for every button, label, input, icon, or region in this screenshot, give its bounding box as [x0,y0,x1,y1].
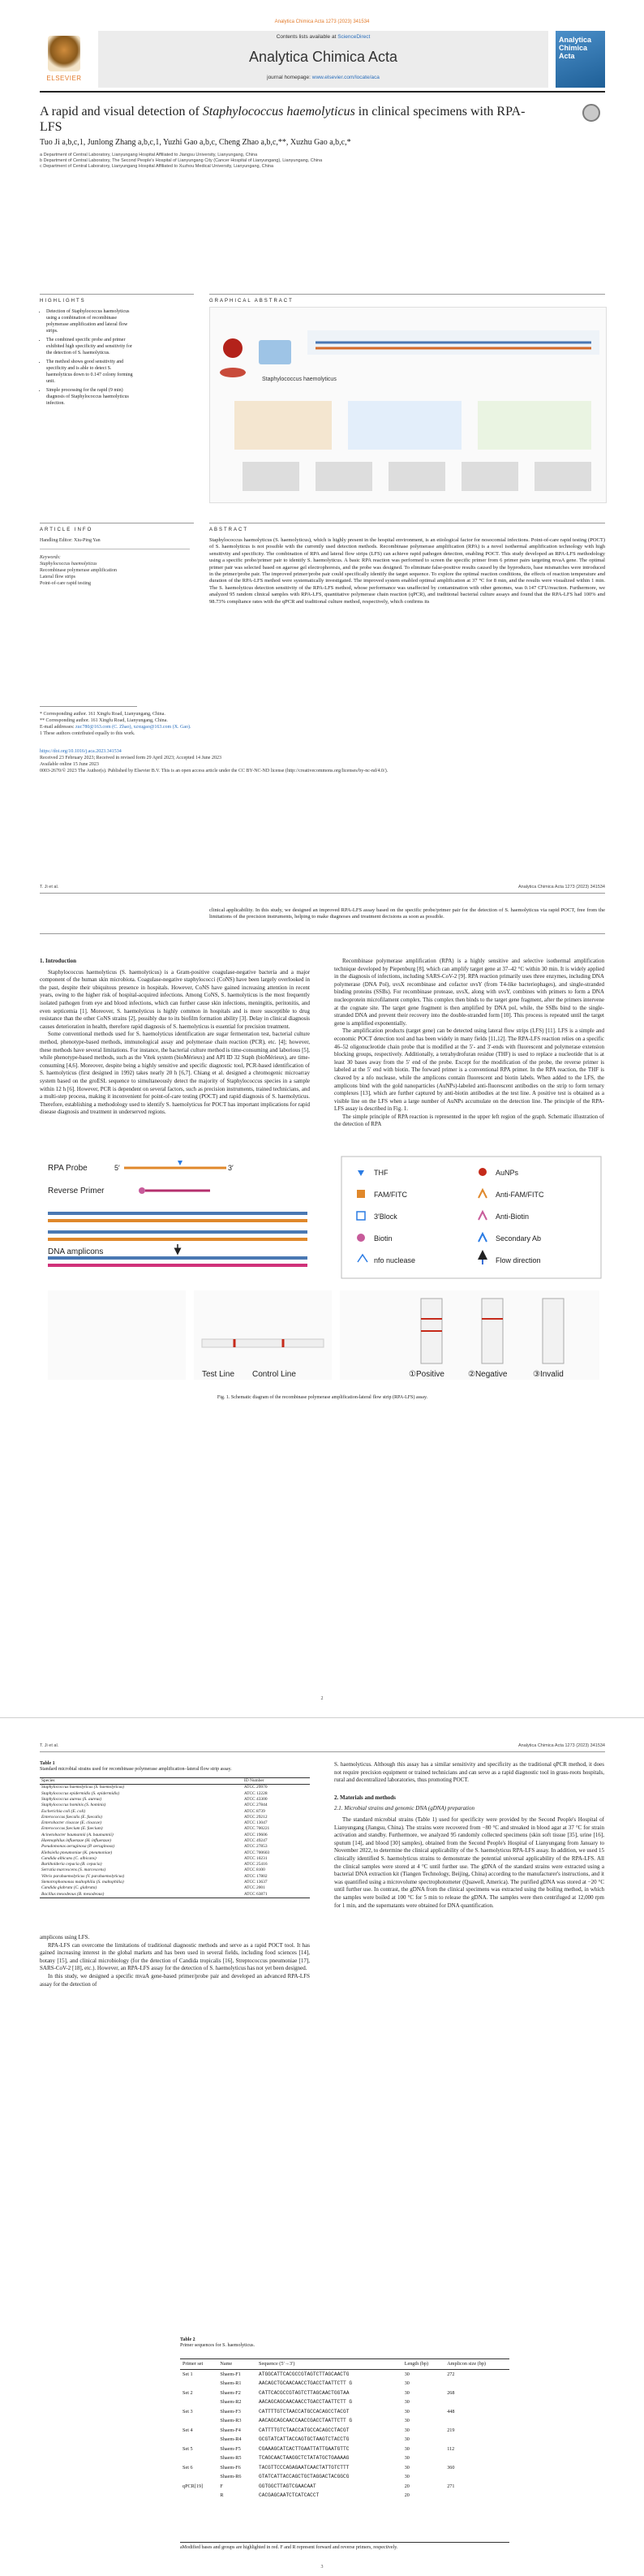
table-2-header: Name [220,2361,233,2367]
running-header-rule [40,893,605,894]
sequence-cell: GGTGGCTTAGTCGAACAAT [259,2483,316,2489]
invalid-label: ③Invalid [533,1370,564,1379]
table-row [180,2435,509,2445]
table-row [40,1891,310,1898]
amplicon-size-cell: 112 [447,2445,455,2452]
table-1-body [40,1785,310,1898]
contents-prefix: Contents lists available at [276,34,338,40]
table-2-header: Primer set [182,2361,204,2367]
homepage-prefix: journal homepage: [267,75,312,80]
rpa-lfs-schematic [40,1152,605,1388]
table-row [40,1880,310,1885]
sequence-cell: GCGTATCATTACCAGTGCTAAGTCTACCTG [259,2436,350,2442]
table-row [180,2445,509,2454]
primer-name-cell: Shaem-F1 [220,2371,241,2377]
intro-paragraph: Recombinase polymerase amplification (RPA) is a highly sensitive and selective isothermal amplification technique developed by Piepenburg [8], which can amplify target gene at 37–42 °C within 30 min. It is widely applied in the diagnosis of infections, including SARS-CoV-2 [9]. RPA reaction primarily uses three enzymes, including DNA polymerase (DNA Pol), uvsX recombinase and cofactor uvsY (from T4-like bacteriophages), and single-stranded binding proteins (SSBs). For recombinase protease, uvsX, along with uvsY, combines with primers to form a DNA nucleoprotein microfilament complex. This complex then binds to the target gene fragment, after the primers intervene at the cognate site. The target gene fragment is then amplified by DNA pol, while, the SSBs bind to the single-stranded DNA and prevent their recovery into the double-stranded form [10]. This process is repeated until the target gene is amplified exponentially. [334,958,604,1027]
positive-label: ①Positive [409,1370,444,1379]
species-cell: Staphylococcus epidermidis (S. epidermidis) [41,1790,120,1796]
primer-name-cell: Shaem-F2 [220,2389,241,2396]
primer-name-cell: F [220,2483,223,2489]
id-number-cell: ATCC 63871 [243,1891,268,1897]
species-cell: Bacillus mesodeous (B. mesodeous) [41,1891,105,1897]
id-number-cell: ATCC 13047 [243,1820,268,1826]
figure-1 [40,1152,605,1388]
affiliation-a: a Department of Central Laboratory, Lianyungang Hospital Affiliated to Jiangsu University, Lianyungang, China [40,153,258,157]
table-row [40,1808,310,1814]
amplicon-size-cell: 219 [447,2427,455,2433]
table-row [40,1815,310,1820]
length-cell: 30 [404,2445,410,2452]
intro-heading: 1. Introduction [40,958,76,964]
table-row [40,1826,310,1832]
journal-banner [98,31,548,88]
id-number-cell: ATCC 49247 [243,1838,268,1843]
table-2-note: aModified bases and groups are highlighted in red. F and R represent forward and reverse primers, respectively. [180,2542,509,2552]
title-part-1: A rapid and visual detection of [40,105,203,118]
footnotes [40,711,605,737]
primer-name-cell: Shaem-R5 [220,2455,242,2461]
primer-set-cell [180,2491,217,2501]
footnote-corresponding-2: ** Corresponding author. 161 Xingfu Road, Lianyungang, China. [40,718,168,723]
id-number-cell: ATCC 29212 [243,1814,268,1820]
legend-aunps: AuNPs [496,1169,519,1177]
species-cell: Serratia marcescens (S. marcescens) [41,1867,106,1873]
table-row [40,1838,310,1844]
primer-set-cell: Set 5 [182,2445,193,2452]
highlights-list [40,308,135,409]
figure-1-caption: Fig. 1. Schematic diagram of the recombinase polymerase amplification-lateral flow strip (RPA-LFS) assay. [217,1395,428,1400]
species-cell: Pseudomonas aeruginosa (P. aeruginosa) [41,1844,115,1850]
biotin-icon [139,1187,145,1194]
doi-link[interactable]: https://doi.org/10.1016/j.aca.2023.341534 [40,749,122,754]
running-author: T. Ji et al. [40,885,59,890]
intro-paragraph: Staphylococcus haemolyticus (S. haemolyticus) is a Gram-positive coagulase-negative bacteria and a major component of the human skin microbiota. Coagulase-negative staphylococci (CoNS) have been largely overlooked in the past, despite their ubiquitous presence in hospitals. However, CoNS have gained increasing attention in recent years, owing to the higher risk of hospital-acquired infections. Among CoNS, S. haemolyticus is the most frequently isolated pathogen from eye and blood infections, which can further cause skin infections, meningitis, peritonitis, and even septicemia [1]. Moreover, S. haemolyticus is highly common in hospitals and is more susceptible to drug resistance than the other CoNS strains [2], possibly due to its biofilm formation ability [3]. Delay in clinical diagnosis causes deterioration in health, therefore rapid diagnosis of S. haemolyticus is essential for precision treatment. [40,968,310,1030]
table-row [40,1874,310,1880]
table-row [40,1867,310,1873]
table-1-header: Species [41,1778,55,1784]
emails-prefix: E-mail addresses: [40,725,75,730]
table-row [180,2416,509,2426]
footnote-emails [40,724,605,730]
dna-amplicons-label: DNA amplicons [48,1247,104,1256]
license-text: 0003-2670/© 2023 The Author(s). Published by Elsevier B.V. This is an open access article under the CC BY-NC-ND license (http://creativecommons.org/licenses/by-nc-nd/4.0/). [40,769,389,773]
legend-nfo: nfo nuclease [374,1256,416,1264]
publisher-name: ELSEVIER [46,75,82,82]
table-row [180,2472,509,2482]
species-cell: Candida albicans (C. albicans) [41,1855,97,1861]
primer-name-cell: Shaem-R4 [220,2436,242,2442]
primer-set-cell: Set 3 [182,2408,193,2414]
sequence-cell: AACAGCAGCAACCAACCGACCTAATTCTT G [259,2418,353,2423]
methods-subheading: 2.1. Microbial strains and genomic DNA (gDNA) preparation [334,1805,474,1812]
sequence-cell: GTATCATTACCAGCTGCTAGGACTACGGCG [259,2474,350,2479]
table-row [180,2453,509,2463]
species-cell: Acinetobacter baumannii (A. baumannii) [41,1832,114,1837]
check-for-updates-icon[interactable] [582,104,600,122]
journal-cover: Analytica Chimica Acta [556,31,605,88]
primer-name-cell: Shaem-F6 [220,2464,241,2470]
table-1-title: Table 1 [40,1761,55,1766]
highlight-item: • The method shows good sensitivity and specificity and is able to detect S. haemolyticus down to 0.147 colony forming unit. [46,359,135,385]
highlights-rule [40,294,194,295]
footnote-rule [40,706,137,707]
footnote-corresponding-1: * Corresponding author. 161 Xingfu Road, Lianyungang, China. [40,712,165,717]
journal-title: Analytica Chimica Acta [248,49,398,65]
control-line-label: Control Line [252,1370,296,1379]
legend-secondary-ab: Secondary Ab [496,1234,542,1243]
length-cell: 30 [404,2408,410,2414]
table-2-title: Table 2 [180,2337,195,2342]
journal-header [40,31,605,88]
footnote-equal-contribution: 1 These authors contributed equally to this work. [40,731,135,736]
id-number-cell: ATCC 10231 [243,1855,268,1861]
amplicon-size-cell [444,2416,509,2426]
highlight-item: • Simple processing for the rapid (9 min) diagnosis of Staphylococcus haemolyticus infection. [46,387,135,407]
test-line-label: Test Line [202,1370,235,1379]
table-row [180,2463,509,2473]
sequence-cell: CGAAAGCATCACTTGAATTATTGAATGTTC [259,2445,350,2452]
sequence-cell: AACAGCTGCAACAACCTGACCTAATTCTT G [259,2380,353,2386]
graphical-abstract-rule [209,294,605,295]
species-cell: Staphylococcus haemolyticus (S. haemolyticus) [41,1785,125,1790]
running-author: T. Ji et al. [40,1743,59,1748]
legend-biotin: Biotin [374,1234,393,1243]
five-prime-label: 5′ [114,1164,120,1172]
highlights-heading: HIGHLIGHTS [40,299,86,304]
page3-column-right [334,1761,604,1910]
length-cell: 30 [404,2389,410,2396]
species-cell: Klebsiella pneumoniae (K. pneumoniae) [41,1850,113,1855]
id-number-cell: ATCC 43300 [243,1797,268,1803]
graphical-abstract-heading: GRAPHICAL ABSTRACT [209,299,294,304]
legend-aunps-icon [479,1168,487,1176]
length-cell: 30 [404,2474,410,2479]
sequence-cell: AACAGCAGCAACAACCTGACCTAATTCTT G [259,2399,353,2405]
id-number-cell: ATCC 8739 [243,1808,265,1814]
journal-homepage [98,75,548,80]
affiliation-c: c Department of Central Laboratory, Lianyungang Hospital Affiliated to Xuzhou Medical University, Lianyungang, China [40,164,274,169]
keyword: Lateral flow strips [40,575,75,579]
table-2-body [180,2369,509,2501]
legend-thf: THF [374,1169,389,1177]
table-row [40,1850,310,1855]
running-header [40,1743,605,1748]
rpa-probe-label: RPA Probe [48,1164,88,1173]
body-paragraph: RPA-LFS can overcome the limitations of traditional diagnostic methods and serve as a rapid POCT tool. It has gained increasing interest in the global markets and has been used in several fields, including food sciences [14], botany [15], and clinical microbiology (for the detection of Candida tropicalis [16], Streptococcus pneumoniae [17], SARS-CoV-2 [18], etc.). However, an RPA-LFS assay for the detection of S. haemolyticus has not yet been designed. [40,1941,310,1972]
running-journal: Analytica Chimica Acta 1273 (2023) 341534 [517,1743,605,1748]
table-row [180,2426,509,2436]
amplicon-size-cell [444,2379,509,2389]
page-number-2: 2 [320,1696,324,1701]
table-row [180,2491,509,2501]
length-cell: 30 [404,2380,410,2386]
table-row [40,1791,310,1797]
length-cell: 20 [404,2483,410,2489]
author-list: Tuo Ji a,b,c,1, Junlong Zhang a,b,c,1, Yuzhi Gao a,b,c, Cheng Zhao a,b,c,**, Xuzhu Gao a,b,c,* [40,138,351,147]
intro-paragraph: The simple principle of RPA reaction is represented in the upper left region of the graph. Schematic illustration of the detection of RPA [334,1113,604,1128]
thf-marker-icon [178,1161,182,1165]
affiliation-b: b Department of Central Laboratory, The Second People's Hospital of Lianyungang City (Cancer Hospital of Lianyungang), Lianyungang, China [40,158,323,163]
highlight-item: • Detection of Staphylococcus haemolyticus using a combination of recombinase polymerase amplification and lateral flow strips. [46,308,135,334]
primer-set-cell [180,2416,217,2426]
length-cell: 30 [404,2436,410,2442]
article-meta [40,748,605,774]
graphical-abstract-illustration [210,308,606,502]
journal-reference[interactable]: Analytica Chimica Acta 1273 (2023) 341534 [274,19,370,24]
received-dates: Received 23 February 2023; Received in revised form 29 April 2023; Accepted 14 June 2023 [40,756,221,760]
table-row [180,2379,509,2389]
sequence-cell: ATGGCATTCACGCCGTAGTCTTAGCAACTG [259,2371,350,2377]
id-number-cell: ATCC 29970 [243,1785,268,1790]
species-cell: Burkholderia cepacia (B. cepacia) [41,1862,102,1867]
id-number-cell: ATCC 12228 [243,1790,268,1796]
species-cell: Staphylococcus aureus (S. aureus) [41,1797,102,1803]
page3-column-left [40,1934,310,1988]
table-2 [180,2358,509,2501]
length-cell: 20 [404,2492,410,2498]
id-number-cell: ATCC 17802 [243,1873,268,1879]
amplicon-size-cell: 271 [447,2483,455,2489]
amplicon-size-cell [444,2472,509,2482]
sequence-cell: CACGAGCAATCTCATCACCT [259,2492,320,2498]
legend-biotin-icon [357,1234,365,1242]
legend-fam-icon [357,1190,365,1198]
table-row [40,1833,310,1838]
methods-heading: 2. Materials and methods [334,1794,396,1801]
keyword: Staphylococcus haemolyticus [40,562,97,566]
table-row [40,1803,310,1808]
sequence-cell: CATTTTGTCTAACCATGCCACAGCCTACGT [259,2427,350,2433]
table-2-header: Amplicon size (bp) [447,2361,486,2367]
highlight-item: • The combined specific probe and primer exhibited high specificity and sensitivity for the detection of S. haemolyticus. [46,337,135,356]
length-cell: 30 [404,2455,410,2461]
keyword: Point-of-care rapid testing [40,581,91,586]
table-1 [40,1777,310,1898]
species-cell: Vibrio parahaemolyticus (V. parahaemolyticus) [41,1873,125,1879]
length-cell: 30 [404,2371,410,2377]
legend-flow: Flow direction [496,1256,541,1264]
body-paragraph: amplicons using LFS. [40,1934,90,1941]
amplicon-size-cell [444,2435,509,2445]
keyword: Recombinase polymerase amplification [40,568,117,573]
table-row [180,2369,509,2379]
table-2-header: Sequence (5′→3′) [259,2361,295,2367]
abstract-text: Staphylococcus haemolyticus (S. haemolyticus), which is highly present in the hospital environment, is an etiological factor for nosocomial infections. Point-of-care rapid testing (POCT) of S. haemolyticus is not possible with the currently used detection methods. Recombinase polymerase amplification (RPA) is a novel isothermal amplification technology with high sensitivity and specificity. The combination of RPA and lateral flow strips (LFS) can achieve rapid pathogen detection, enabling POCT. This study developed an RPA-LFS methodology using a specific probe/primer pair to identify S. haemolyticus. A basic RPA reaction was performed to screen the specific primer from 6 primer pairs targeting mvaA gene. The optimal primer pair was selected based on agarose gel electrophoresis, and the probe was designed. To eliminate false-positive results caused by the byproducts, base mismatches were introduced in the primer/probe pair. The improved primer/probe pair could specifically identify the target sequence. To explore the optimal reaction conditions, the effects of reaction temperature and duration of the RPA-LFS method were systematically investigated. The improved system enabled optimal amplification at 37 °C for 8 min, and the results were visualized within 1 min. The S. haemolyticus detection sensitivity of the RPA-LFS method, whose performance was unaffected by contamination with other genomes, was 0.147 CFU/reaction. Furthermore, we analyzed 95 random clinical samples with RPA-LFS, quantitative polymerase chain reaction (qPCR), and traditional bacterial culture assays and found that the RPA-LFS had 100% and 98.73% compliance rates with the qPCR and traditional culture method, respectively, which confirms its [209,537,605,605]
primer-name-cell: Shaem-F3 [220,2408,241,2414]
intro-paragraph: Some conventional methods used for S. haemolyticus identification are sugar fermentation test, bacterial culture method, phenotype-based methods, immunological assay and polymerase chain reaction (PCR), etc. [4]; however, these methods have several limitations. For instance, the bacterial culture method is time-consuming and laborious [5], while phenotype-based methods, such as the Vitek system (bioMérieux) and API ID 32 Staph (bioMérieux), are time-consuming [4,6]. Moreover, despite being a highly sensitive and specific diagnostic tool, PCR-based identification of S. haemolyticus (first designed in 1992) takes nearly 20 h [6,7]. Chiang et al. designed a chromogenic microarray system based on the groESL sequence to simultaneously detect the majority of Staphylococcus species in a sample within 12 h [6]. However, PCR is dependent on several factors, such as precision instruments, trained technicians, and a multi-step process, making it inconvenient for point-of-care testing (POCT) and rapid diagnosis of S. haemolyticus. Therefore, establishing a methodology used to identify S. haemolyticus for POCT has important implications for rapid disease diagnosis and treatment in underserved regions. [40,1031,310,1116]
table-row [180,2407,509,2417]
table-row [180,2397,509,2407]
table-row [40,1785,310,1791]
primer-set-cell: qPCR[19] [182,2483,204,2489]
intro-column-left [40,958,310,1117]
table-row [40,1885,310,1891]
email-links[interactable]: zuc780@163.com (C. Zhao), xzxugao@163.com (X. Gao). [75,725,191,730]
id-number-cell: ATCC 27844 [243,1803,268,1808]
sequence-cell: CATTTTGTCTAACCATGCCACAGCCTACGT [259,2408,350,2414]
available-online: Available online 15 June 2023 [40,762,99,767]
table-row [180,2482,509,2492]
article-info-heading: ARTICLE INFO [40,528,93,532]
id-number-cell: ATCC 19606 [243,1832,268,1837]
table-row [180,2389,509,2398]
amplicon-size-cell [444,2453,509,2463]
primer-name-cell: Shaem-R6 [220,2474,242,2479]
title-species: Staphylococcus haemolyticus [202,105,355,118]
elsevier-tree-icon [48,36,80,71]
length-cell: 30 [404,2399,410,2405]
header-rule [40,91,605,93]
species-cell: Enterococcus faecalis (E. faecalis) [41,1814,102,1820]
amplicon-size-cell: 268 [447,2389,455,2396]
title-part-2: in clinical specimens with RPA-LFS [40,105,526,134]
species-cell: Haemophilus influenzae (H. influenzae) [41,1838,111,1843]
id-number-cell: ATCC 25416 [243,1862,268,1867]
table-1-description: Standard microbial strains used for recombinase polymerase amplification–lateral flow strip assay. [40,1767,232,1772]
body-paragraph: In this study, we designed a specific mvaA gene-based primer/probe pair and developed an advanced RPA-LFS assay for the detection of [40,1972,310,1988]
negative-label: ②Negative [468,1370,508,1379]
length-cell: 30 [404,2427,410,2433]
id-number-cell: ATCC 2001 [243,1885,265,1891]
intro-column-right [334,958,604,1129]
article-info [40,537,190,587]
ga-species-label: Staphylococcus haemolyticus [262,377,337,382]
keywords-heading: Keywords: [40,555,61,560]
species-cell: Staphylococcus hominis (S. hominis) [41,1803,106,1808]
species-cell: Enterococcus faecium (E. faecium) [41,1826,103,1832]
length-cell: 30 [404,2464,410,2470]
primer-set-cell: Set 1 [182,2371,193,2377]
primer-set-cell: Set 4 [182,2427,193,2433]
table-2-caption [180,2337,509,2349]
sequence-cell: TCAGCAACTAAGGCTCTATATGCTGAAAAG [259,2455,350,2461]
primer-set-cell: Set 2 [182,2389,193,2396]
elsevier-logo [40,31,88,88]
species-cell: Escherichia coli (E. coli) [41,1808,86,1814]
id-number-cell: ATCC 8100 [243,1867,265,1873]
graphical-abstract-image [209,307,607,503]
table-1-header: ID Number [243,1778,264,1784]
running-journal: Analytica Chimica Acta 1273 (2023) 341534 [517,885,605,890]
primer-set-cell [180,2435,217,2445]
abstract-heading: ABSTRACT [209,528,249,532]
primer-name-cell: Shaem-R1 [220,2380,242,2386]
body-paragraph: S. haemolyticus. Although this assay has a similar sensitivity and specificity as the traditional qPCR method, it does not require precision equipment or trained technicians and can serve as a rapid diagnostic tool in grass-roots hospitals, rural and decentralized laboratories, thus promoting POCT. [334,1761,604,1784]
primer-name-cell: Shaem-R3 [220,2418,242,2423]
page-break [0,1717,644,1718]
amplicon-size-cell: 360 [447,2464,455,2470]
page-1 [0,0,644,859]
legend-anti-biotin: Anti-Biotin [496,1213,530,1221]
amplicon-size-cell [444,2491,509,2501]
running-header-rule [40,1751,605,1752]
primer-name-cell: Shaem-F5 [220,2445,241,2452]
legend-anti-fam: Anti-FAM/FITC [496,1191,544,1199]
table-row [40,1844,310,1850]
amplicon-size-cell [444,2397,509,2407]
table-2-description: Primer sequences for S. haemolyticus. [180,2343,255,2348]
primer-set-cell [180,2453,217,2463]
id-number-cell: ATCC 13637 [243,1879,268,1885]
species-cell: Enterobacter cloacae (E. cloacae) [41,1820,102,1826]
length-cell: 30 [404,2418,410,2423]
three-prime-label: 3′ [228,1164,234,1172]
running-header [40,885,605,890]
amplicon-size-cell: 448 [447,2408,455,2414]
homepage-link[interactable]: www.elsevier.com/locate/aca [311,75,380,80]
contents-line [98,34,548,40]
primer-name-cell: Shaem-R2 [220,2399,242,2405]
article-title [40,104,535,135]
species-cell: Stenotrophomonas maltophilia (S. maltophilia) [41,1879,124,1885]
table-row [40,1856,310,1862]
sequence-cell: TACGTTCCCAGAGAATCAACTATTGTCTTT [259,2464,350,2470]
id-number-cell: ATCC 700603 [243,1850,270,1855]
table-2-header: Length (bp) [404,2361,429,2367]
page-number-3: 3 [320,2565,324,2570]
species-cell: Candida glabrata (C. glabrata) [41,1885,97,1891]
id-number-cell: ATCC 700221 [243,1826,270,1832]
amplicon-size-cell: 272 [447,2371,455,2377]
legend-fam: FAM/FITC [374,1191,407,1199]
primer-set-cell: Set 6 [182,2464,193,2470]
legend-3block: 3′Block [374,1213,397,1221]
abstract-continued: clinical applicability. In this study, we designed an improved RPA-LFS assay based on the specific probe/primer pair for the detection of S. haemolyticus via rapid POCT, free from the limitations of the precision instruments, helping to make diagnoses and treatment decisions as soon as possible. [209,907,605,920]
primer-set-cell [180,2397,217,2407]
sequence-cell: CATTCACGCCGTAGTCTTAGCAACTGGTAA [259,2389,350,2396]
id-number-cell: ATCC 27853 [243,1844,268,1850]
primer-name-cell: R [220,2492,224,2498]
handling-editor: Handling Editor: Xiu-Ping Yan [40,538,101,543]
primer-name-cell: Shaem-F4 [220,2427,241,2433]
methods-paragraph: The standard microbial strains (Table 1) used for specificity were provided by the Second People's Hospital of Lianyungang (Jiangsu, China). The strains were recovered from −80 °C and streaked in blood agar at 37 °C for strain activation and standby. Furthermore, we analyzed 95 randomly collected specimens (skin soft tissue [35], urine [16], sputum [14], and blood [30] samples), obtained from the Second People's Hospital of Lianyungang from January to November 2022, to determine the clinical applicability of the S. haemolyticus RPA-LFS assay. In addition, we used 15 clinically identified S. haemolyticus strains to demonstrate the potential universal applicability of the RPA-LFS. All the clinical samples were stored at 4 °C until further use. The gDNA of the standard strains were extracted using a bacterial DNA extraction kit (Tiangen Technology, Beijing, China) according to the manufacturer's instructions, and it was quantified using a microvolume spectrophotometer (Quawell, America). The purified gDNA was stored at −20 °C until further use. In contrast, the gDNA from the clinical specimens was extracted using the boiling method, in which the samples were boiled at 100 °C for 5 min to release the gDNA. The samples were then centrifuged at 12,000 rpm for 1 min, and the supernatants were obtained for DNA quantification. [334,1816,604,1909]
abstract-end-rule [40,933,605,934]
primer-set-cell [180,2472,217,2482]
reverse-primer-label: Reverse Primer [48,1187,105,1195]
intro-paragraph: The amplification products (target gene) can be detected using lateral flow strips (LFS) [11]. LFS is a simple and economic POCT detection tool and has been widely in many fields [11,12]. The RPA-LFS reaction relies on a specific 46–52 oligonucleotide chain probe that is modified at the 5′- and 3′-ends with fluorescent and polymerase extension blocking groups, respectively. Additionally, a tetrahydrofuran residue (THF) is used to replace a nucleotide that is at least 30 bases away from the 5′ end of the probe. Except for the modification of the probe, the reverse primer is labeled at the 5′ end with biotin. The forward primer is a conventional RPA primer. In the RPA reaction, the THF is cleaved by a nfo nuclease, while the amplicons contain fluorescent and biotin labels. When added to the LFS, the amplicons bind with the gold nanoparticles (AuNPs)-labeled anti-fluorescent antibodies on the strip to form ternary complexes [13], which are further captured by anti-biotin antibodies at the test line. A positive test is obtained as a visible line on the LFS when a large number of AuNPs accumulate on the detection line. The principle of the RPA-LFS assay is described in Fig. 1. [334,1027,604,1113]
primer-set-cell [180,2379,217,2389]
table-1-caption [40,1761,310,1773]
sciencedirect-link[interactable]: ScienceDirect [337,34,371,40]
